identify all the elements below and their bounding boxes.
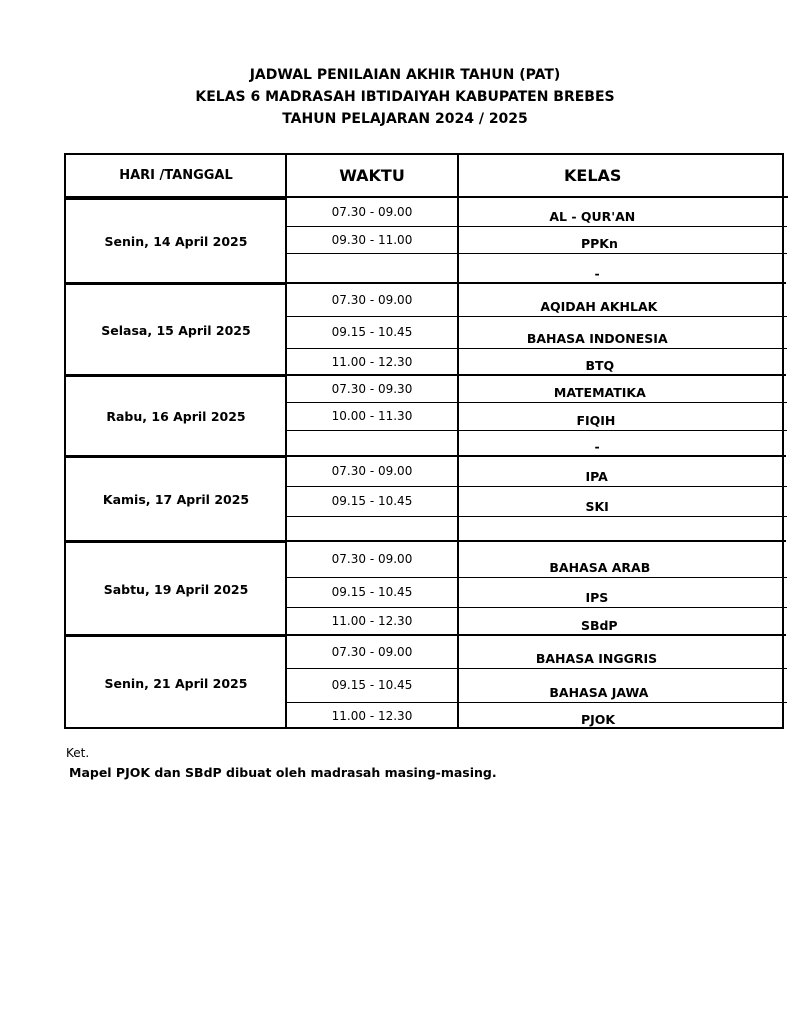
session-time: 09.15 - 10.45 <box>331 325 413 339</box>
session-divider <box>287 702 787 703</box>
session-row <box>287 198 787 226</box>
session-row <box>287 516 787 541</box>
session-subject: PPKn <box>580 236 618 251</box>
session-divider <box>287 668 787 669</box>
session-row <box>287 541 787 577</box>
session-subject: AL - QUR'AN <box>549 209 636 224</box>
footer-ket-label: Ket. <box>66 746 90 760</box>
session-subject: BAHASA INDONESIA <box>526 331 668 346</box>
session-row <box>287 668 787 702</box>
session-row <box>287 430 787 456</box>
day-cell: Senin, 14 April 2025 <box>66 198 286 283</box>
session-subject: MATEMATIKA <box>553 385 646 400</box>
session-divider <box>287 607 787 608</box>
session-subject: - <box>594 266 600 281</box>
session-subject: PJOK <box>580 712 616 727</box>
session-time: 10.00 - 11.30 <box>331 409 413 423</box>
session-time: 09.15 - 10.45 <box>331 678 413 692</box>
day-cell: Selasa, 15 April 2025 <box>66 283 286 375</box>
session-time: 07.30 - 09.00 <box>331 644 413 659</box>
session-divider <box>287 516 787 517</box>
session-subject <box>459 516 789 541</box>
session-row <box>287 456 787 486</box>
session-subject: IPA <box>585 469 608 484</box>
session-divider <box>287 226 787 227</box>
column-header-kelas: KELAS <box>458 155 788 198</box>
day-cell: Rabu, 16 April 2025 <box>66 375 286 456</box>
session-time: 11.00 - 12.30 <box>331 708 413 723</box>
session-row <box>287 253 787 283</box>
session-divider <box>287 402 787 403</box>
session-time: 07.30 - 09.00 <box>331 552 413 566</box>
session-subject: AQIDAH AKHLAK <box>540 299 658 314</box>
day-cell: Senin, 21 April 2025 <box>66 635 286 729</box>
session-time: 07.30 - 09.00 <box>331 292 413 307</box>
session-subject: SKI <box>585 499 609 514</box>
column-header-waktu: WAKTU <box>286 155 458 198</box>
day-cell: Kamis, 17 April 2025 <box>66 456 286 541</box>
session-time: 07.30 - 09.00 <box>331 464 413 478</box>
session-subject: BTQ <box>585 358 615 373</box>
session-row <box>287 635 787 668</box>
session-row <box>287 226 787 253</box>
session-subject: BAHASA JAWA <box>549 685 649 700</box>
session-subject: BAHASA INGGRIS <box>535 651 658 666</box>
session-time: 09.15 - 10.45 <box>331 494 413 508</box>
session-row <box>287 486 787 516</box>
session-subject: FIQIH <box>576 413 616 428</box>
schedule-table <box>64 153 784 729</box>
session-time: 07.30 - 09.00 <box>331 205 413 219</box>
session-subject: BAHASA ARAB <box>549 560 651 575</box>
session-divider <box>287 253 787 254</box>
day-cell: Sabtu, 19 April 2025 <box>66 541 286 635</box>
session-time: 11.00 - 12.30 <box>331 614 413 628</box>
session-time: 11.00 - 12.30 <box>331 354 413 369</box>
session-time <box>287 253 457 283</box>
schedule-subtitle-class: KELAS 6 MADRASAH IBTIDAIYAH KABUPATEN BREBES <box>195 89 615 105</box>
session-subject: - <box>594 439 600 454</box>
session-time: 07.30 - 09.30 <box>331 381 413 396</box>
session-row <box>287 316 787 348</box>
session-divider <box>287 316 787 317</box>
schedule-subtitle-year: TAHUN PELAJARAN 2024 / 2025 <box>282 111 528 127</box>
session-row <box>287 607 787 635</box>
session-row <box>287 702 787 729</box>
session-row <box>287 577 787 607</box>
session-time <box>287 430 457 456</box>
session-row <box>287 375 787 402</box>
session-time: 09.30 - 11.00 <box>331 232 413 247</box>
session-subject: IPS <box>585 590 609 605</box>
session-divider <box>287 577 787 578</box>
session-time: 09.15 - 10.45 <box>331 585 413 599</box>
session-divider <box>287 348 787 349</box>
session-row <box>287 402 787 430</box>
column-header-hari: HARI /TANGGAL <box>66 155 286 198</box>
schedule-title: JADWAL PENILAIAN AKHIR TAHUN (PAT) <box>249 67 561 83</box>
session-divider <box>287 430 787 431</box>
footer-note: Mapel PJOK dan SBdP dibuat oleh madrasah masing-masing. <box>69 765 497 780</box>
session-divider <box>287 486 787 487</box>
session-time <box>287 516 457 541</box>
session-row <box>287 283 787 316</box>
session-subject: SBdP <box>580 618 618 633</box>
session-row <box>287 348 787 375</box>
